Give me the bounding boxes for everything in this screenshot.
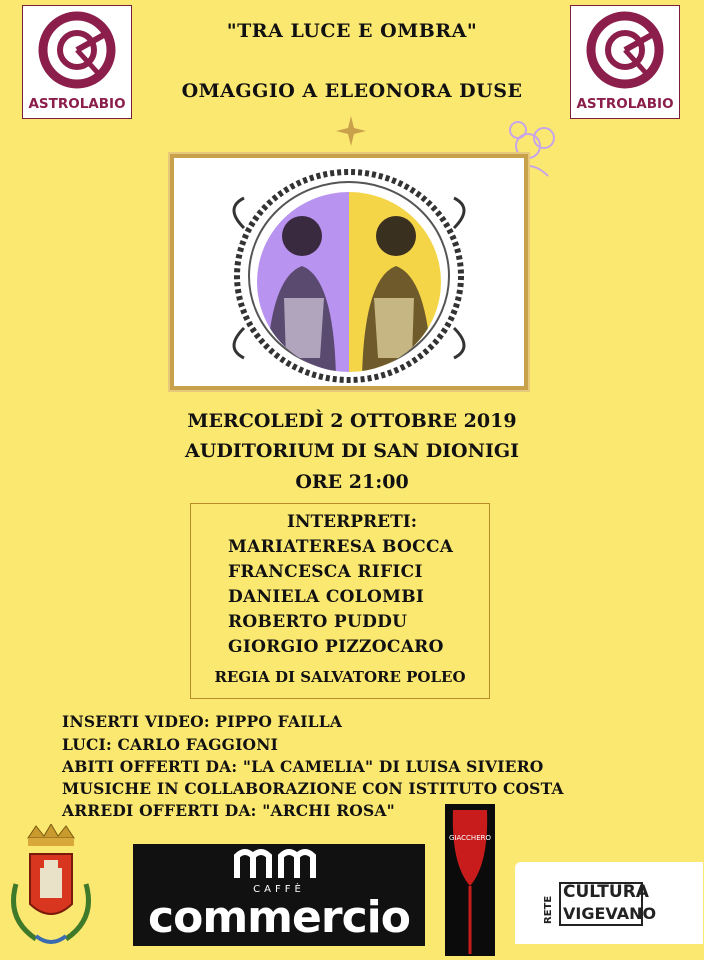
cast-heading: INTERPRETI: xyxy=(287,512,417,532)
credit-line: LUCI: CARLO FAGGIONI xyxy=(62,735,279,754)
commercio-wordmark: commercio xyxy=(148,892,410,943)
wine-glass-icon xyxy=(445,804,495,956)
cast-name: FRANCESCA RIFICI xyxy=(228,562,423,582)
portrait-frame xyxy=(170,154,528,390)
credit-line: ARREDI OFFERTI DA: "ARCHI ROSA" xyxy=(62,801,395,820)
giacchero-label: GIACCHERO xyxy=(449,834,491,842)
poster-title: "TRA LUCE E OMBRA" xyxy=(226,20,478,42)
credit-line: INSERTI VIDEO: PIPPO FAILLA xyxy=(62,712,343,731)
coat-of-arms-icon xyxy=(6,824,96,950)
event-date: MERCOLEDÌ 2 OTTOBRE 2019 xyxy=(187,410,517,432)
rete-cultura-logo xyxy=(515,862,703,944)
event-venue: AUDITORIUM DI SAN DIONIGI xyxy=(185,440,519,462)
poster-subtitle: OMAGGIO A ELEONORA DUSE xyxy=(181,80,523,102)
rete-cultura-text: CULTURA xyxy=(563,882,649,902)
cast-name: ROBERTO PUDDU xyxy=(228,612,408,632)
cast-name: GIORGIO PIZZOCARO xyxy=(228,637,444,657)
cafe-mark-icon xyxy=(233,848,325,882)
logo-text: ASTROLABIO xyxy=(28,96,126,112)
cast-name: DANIELA COLOMBI xyxy=(228,587,425,607)
cast-name: MARIATERESA BOCCA xyxy=(228,537,454,557)
credit-line: MUSICHE IN COLLABORAZIONE CON ISTITUTO COSTA xyxy=(62,779,564,798)
mirrored-portrait-image xyxy=(174,158,524,386)
rete-vigevano-text: VIGEVANO xyxy=(563,904,657,923)
rete-label: RETE xyxy=(543,895,554,924)
caffe-commercio-logo xyxy=(133,844,425,946)
giacchero-logo xyxy=(445,804,495,956)
logo-text: ASTROLABIO xyxy=(576,96,674,112)
caffe-label: CAFFÈ xyxy=(253,884,305,895)
sparkle-icon xyxy=(336,116,366,146)
director-credit: REGIA DI SALVATORE POLEO xyxy=(214,668,466,686)
event-time: ORE 21:00 xyxy=(295,471,409,493)
credit-line: ABITI OFFERTI DA: "LA CAMELIA" DI LUISA SIVIERO xyxy=(62,757,544,776)
